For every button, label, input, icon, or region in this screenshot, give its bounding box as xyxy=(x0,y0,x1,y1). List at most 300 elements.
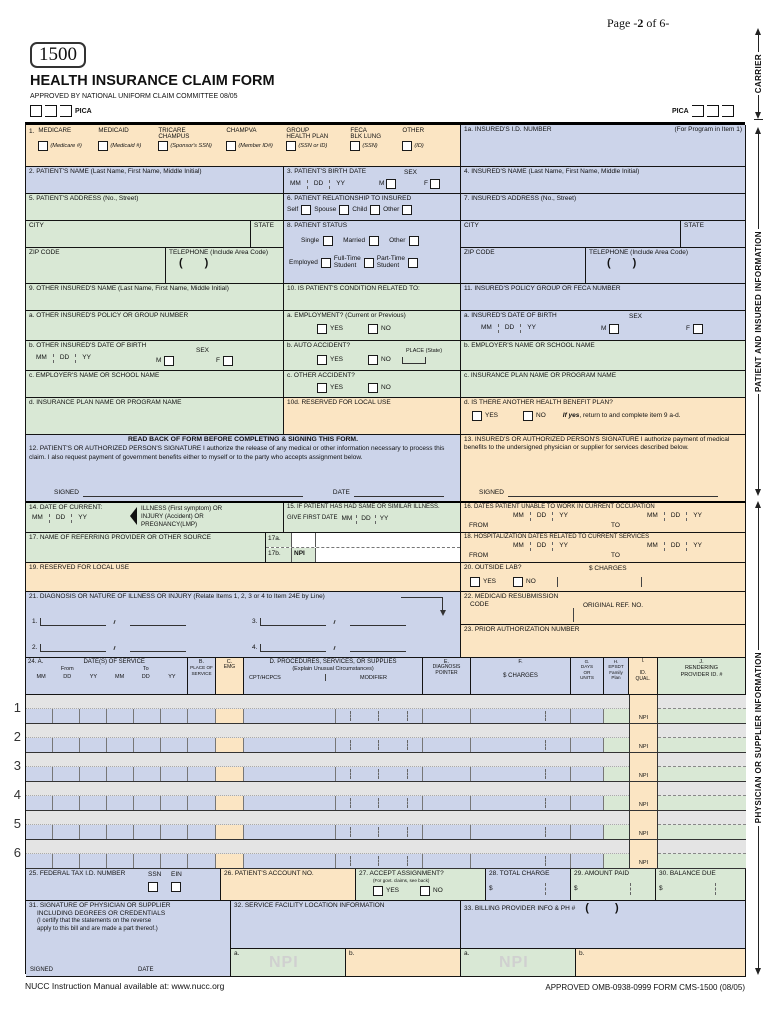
cb-rel-other[interactable] xyxy=(402,205,412,215)
field-15-similar-illness[interactable] xyxy=(284,503,461,533)
rendering-provider-lower[interactable] xyxy=(658,796,746,810)
rendering-provider-lower[interactable] xyxy=(658,854,746,868)
cell-charges[interactable] xyxy=(471,709,571,723)
cell-days-units[interactable] xyxy=(571,709,604,723)
cell-emg[interactable] xyxy=(216,825,244,839)
to-label: TO xyxy=(611,552,620,559)
cell-days-units[interactable] xyxy=(571,796,604,810)
cell-id-qual-npi[interactable] xyxy=(629,695,658,723)
no-label: NO xyxy=(433,886,443,894)
dashed-divider xyxy=(49,514,50,523)
cell-from-yy[interactable] xyxy=(80,854,107,868)
field-10a-label: a. EMPLOYMENT? (Current or Previous) xyxy=(287,312,406,319)
cell-to-dd[interactable] xyxy=(134,767,161,781)
field-33a-npi[interactable] xyxy=(461,949,576,977)
cell-place-of-service[interactable] xyxy=(188,854,216,868)
col-h-title: EPSDT xyxy=(608,664,624,670)
cb-other-insurance[interactable] xyxy=(402,141,412,151)
cell-to-dd[interactable] xyxy=(134,796,161,810)
rendering-provider-upper[interactable] xyxy=(658,753,746,767)
service-row-cells xyxy=(26,738,629,752)
cell-id-qual-npi[interactable] xyxy=(629,840,658,868)
col-g-number: G. xyxy=(584,659,590,664)
cell-cpt-hcpcs[interactable] xyxy=(244,854,336,868)
col-j-header xyxy=(658,658,746,695)
cell-emg[interactable] xyxy=(216,709,244,723)
cell-to-dd[interactable] xyxy=(134,738,161,752)
rendering-provider-lower[interactable] xyxy=(658,738,746,752)
cell-diagnosis-pointer[interactable] xyxy=(423,738,471,752)
page-indicator-suffix: of 6- xyxy=(643,16,670,30)
diag-3-line2[interactable] xyxy=(350,618,406,626)
col-a-number: 24. A. xyxy=(28,659,44,665)
field-patient-city[interactable] xyxy=(26,221,251,248)
cell-days-units[interactable] xyxy=(571,767,604,781)
field-29-amount-paid[interactable] xyxy=(571,869,656,901)
cents-divider xyxy=(630,883,631,895)
cell-charges[interactable] xyxy=(471,738,571,752)
cell-from-mm[interactable] xyxy=(26,854,53,868)
field-11a-insured-birth[interactable] xyxy=(461,311,746,341)
cell-charges[interactable] xyxy=(471,825,571,839)
cell-epsdt[interactable] xyxy=(604,767,629,781)
cell-epsdt[interactable] xyxy=(604,709,629,723)
field-5-label: 5. PATIENT'S ADDRESS (No., Street) xyxy=(29,195,139,202)
diagnosis-3 xyxy=(252,618,406,626)
cell-to-yy[interactable] xyxy=(161,854,188,868)
cell-id-qual-npi[interactable] xyxy=(629,724,658,752)
supplemental-info-area[interactable] xyxy=(26,782,629,796)
cb-ssn[interactable] xyxy=(148,882,158,892)
cell-emg[interactable] xyxy=(216,767,244,781)
cb-sex-f-11a[interactable] xyxy=(693,324,703,334)
field-2-patient-name[interactable] xyxy=(26,167,284,194)
field-patient-phone[interactable] xyxy=(166,248,284,284)
b-label: b. xyxy=(349,950,355,957)
cb-ein[interactable] xyxy=(171,882,181,892)
sex-f xyxy=(424,179,440,189)
no-label: NO xyxy=(536,412,546,420)
option-medicare xyxy=(38,128,98,151)
physician-date-line[interactable] xyxy=(158,972,218,977)
col-h-title2: Family xyxy=(609,669,623,675)
field-28-total-charge[interactable] xyxy=(486,869,571,901)
form-title: HEALTH INSURANCE CLAIM FORM xyxy=(30,73,275,89)
diag-1-line2[interactable] xyxy=(130,618,186,626)
cell-from-mm[interactable] xyxy=(26,767,53,781)
married-label: Married xyxy=(343,237,366,245)
cell-to-mm[interactable] xyxy=(107,738,134,752)
field-5-patient-address[interactable] xyxy=(26,194,284,221)
sex-label: SEX xyxy=(404,169,418,176)
yes-label: YES xyxy=(483,578,497,586)
rendering-provider-upper[interactable] xyxy=(658,840,746,854)
pica-right-box-3[interactable] xyxy=(722,105,734,117)
cell-modifier[interactable] xyxy=(336,796,423,810)
diag-4-line[interactable] xyxy=(260,644,326,652)
field-20-outside-lab xyxy=(461,563,746,592)
field-31-label3: (I certify that the statements on the reverse xyxy=(37,918,152,925)
from-label: FROM xyxy=(469,552,489,559)
field-9b-other-birth[interactable] xyxy=(26,341,284,371)
field-insured-phone[interactable] xyxy=(586,248,746,284)
cb-medicare[interactable] xyxy=(38,141,48,151)
date-labels-from xyxy=(513,512,574,521)
field-32a-npi[interactable] xyxy=(231,949,346,977)
cell-to-dd[interactable] xyxy=(134,709,161,723)
cell-from-yy[interactable] xyxy=(80,767,107,781)
pica-left-label: PICA xyxy=(75,107,92,115)
supplemental-info-area[interactable] xyxy=(26,811,629,825)
field-14-date-current[interactable] xyxy=(26,503,284,533)
cell-epsdt[interactable] xyxy=(604,825,629,839)
cb-status-fulltime[interactable] xyxy=(364,258,374,268)
cell-place-of-service[interactable] xyxy=(188,767,216,781)
field-9a-other-policy[interactable] xyxy=(26,311,284,341)
place-state-line[interactable] xyxy=(402,357,426,364)
cell-from-yy[interactable] xyxy=(80,825,107,839)
cb-status-married[interactable] xyxy=(369,236,379,246)
cb-20-yes[interactable] xyxy=(470,577,480,587)
rendering-provider-upper[interactable] xyxy=(658,724,746,738)
diag-3-line[interactable] xyxy=(260,618,326,626)
supplemental-info-area[interactable] xyxy=(26,753,629,767)
cb-rel-spouse[interactable] xyxy=(339,205,349,215)
cell-modifier[interactable] xyxy=(336,709,423,723)
option-other xyxy=(402,128,440,151)
carrier-sidebar xyxy=(749,28,767,120)
field-9-label: 9. OTHER INSURED'S NAME (Last Name, First Name, Middle Initial) xyxy=(29,285,229,292)
field-10a-employment xyxy=(284,311,461,341)
cell-emg[interactable] xyxy=(216,854,244,868)
cell-cpt-hcpcs[interactable] xyxy=(244,767,336,781)
pica-left-box-1[interactable] xyxy=(30,105,42,117)
cb-feca[interactable] xyxy=(350,141,360,151)
supplemental-info-area[interactable] xyxy=(26,695,629,709)
cell-days-units[interactable] xyxy=(571,854,604,868)
cb-sex-f-9b[interactable] xyxy=(223,356,233,366)
telephone-label: TELEPHONE (Include Area Code) xyxy=(589,249,688,256)
cell-to-mm[interactable] xyxy=(107,767,134,781)
cell-charges[interactable] xyxy=(471,854,571,868)
cell-from-mm[interactable] xyxy=(26,825,53,839)
rendering-provider-upper[interactable] xyxy=(658,695,746,709)
diag-4-line2[interactable] xyxy=(350,644,406,652)
injury-option: INJURY (Accident) OR xyxy=(141,513,204,521)
state-label: STATE xyxy=(254,222,274,229)
field-11-policy-group[interactable] xyxy=(461,284,746,311)
cell-from-yy[interactable] xyxy=(80,709,107,723)
cell-diagnosis-pointer[interactable] xyxy=(423,767,471,781)
cell-from-mm[interactable] xyxy=(26,709,53,723)
field-insured-state[interactable] xyxy=(681,221,746,248)
ssn-label: SSN xyxy=(148,871,162,878)
cell-cpt-hcpcs[interactable] xyxy=(244,796,336,810)
pica-right-label: PICA xyxy=(672,107,689,115)
cell-charges[interactable] xyxy=(471,796,571,810)
cb-rel-self[interactable] xyxy=(301,205,311,215)
rendering-provider-upper[interactable] xyxy=(658,782,746,796)
cell-days-units[interactable] xyxy=(571,825,604,839)
service-row-1 xyxy=(13,695,746,724)
cell-id-qual-npi[interactable] xyxy=(629,811,658,839)
cb-10c-yes[interactable] xyxy=(317,383,327,393)
cb-10a-no[interactable] xyxy=(368,324,378,334)
cell-modifier[interactable] xyxy=(336,767,423,781)
supplemental-info-area[interactable] xyxy=(26,724,629,738)
cb-10b-no[interactable] xyxy=(368,355,378,365)
cb-10b-yes[interactable] xyxy=(317,355,327,365)
col-h-header xyxy=(604,658,629,695)
field-9c-employer[interactable] xyxy=(26,371,284,398)
option-feca xyxy=(350,128,402,151)
cell-from-yy[interactable] xyxy=(80,738,107,752)
cell-from-yy[interactable] xyxy=(80,796,107,810)
service-row-4 xyxy=(13,782,746,811)
cell-cpt-hcpcs[interactable] xyxy=(244,825,336,839)
date-label: DATE xyxy=(138,967,154,973)
modifier-divider xyxy=(350,827,351,837)
field-28-label: 28. TOTAL CHARGE xyxy=(489,870,550,877)
cb-sex-m-9b[interactable] xyxy=(164,356,174,366)
dashed-divider xyxy=(71,514,72,523)
dashed-divider xyxy=(75,354,76,363)
cell-place-of-service[interactable] xyxy=(188,825,216,839)
field-33-billing-provider[interactable] xyxy=(461,901,746,949)
rendering-provider-lower[interactable] xyxy=(658,825,746,839)
cell-to-yy[interactable] xyxy=(161,709,188,723)
dollar-sign: $ xyxy=(489,885,493,893)
date-labels xyxy=(481,324,542,333)
insured-signature-line[interactable] xyxy=(508,490,718,497)
field-2-label: 2. PATIENT'S NAME (Last Name, First Name, Middle Initial) xyxy=(29,168,202,175)
col-g-header xyxy=(571,658,604,695)
employed-label: Employed xyxy=(289,258,318,266)
field-4-insured-name[interactable] xyxy=(461,167,746,194)
yy-label: YY xyxy=(89,674,98,681)
cb-medicaid[interactable] xyxy=(98,141,108,151)
option-label: GROUP xyxy=(286,127,310,134)
cb-sex-f-3[interactable] xyxy=(430,179,440,189)
cell-epsdt[interactable] xyxy=(604,796,629,810)
physician-supplier-label: PHYSICIAN OR SUPPLIER INFORMATION xyxy=(753,652,763,824)
pica-right-box-1[interactable] xyxy=(692,105,704,117)
field-32b[interactable] xyxy=(346,949,461,977)
arrow-line xyxy=(758,826,759,968)
diag-2-line2[interactable] xyxy=(130,644,186,652)
cell-days-units[interactable] xyxy=(571,738,604,752)
cell-from-mm[interactable] xyxy=(26,796,53,810)
field-11b-employer[interactable] xyxy=(461,341,746,371)
field-10-condition-related xyxy=(284,284,461,311)
col-i-header xyxy=(629,658,658,695)
cb-20-no[interactable] xyxy=(513,577,523,587)
patient-signature-date-line[interactable] xyxy=(354,490,444,497)
cell-from-dd[interactable] xyxy=(53,709,80,723)
cell-place-of-service[interactable] xyxy=(188,738,216,752)
col-i-title: ID. xyxy=(639,669,647,676)
cb-status-other[interactable] xyxy=(409,236,419,246)
field-10d-local-use[interactable] xyxy=(284,398,461,435)
pica-left-box-2[interactable] xyxy=(45,105,57,117)
dd-label: DD xyxy=(55,514,66,522)
field-7-label: 7. INSURED'S ADDRESS (No., Street) xyxy=(464,195,577,202)
field-25-federal-tax-id[interactable] xyxy=(26,869,221,901)
to-label: To xyxy=(142,665,149,672)
telephone-label: TELEPHONE (Include Area Code) xyxy=(169,249,268,256)
date-labels xyxy=(290,180,351,189)
cb-11d-yes[interactable] xyxy=(472,411,482,421)
cb-status-employed[interactable] xyxy=(321,258,331,268)
yes-label: YES xyxy=(330,384,344,392)
cell-to-yy[interactable] xyxy=(161,796,188,810)
field-26-patient-account[interactable] xyxy=(221,869,356,901)
field-9d-insurance-plan[interactable] xyxy=(26,398,284,435)
modifier-divider xyxy=(407,856,408,866)
field-patient-state[interactable] xyxy=(251,221,284,248)
cb-champva[interactable] xyxy=(226,141,236,151)
no-label: NO xyxy=(526,578,536,586)
field-insured-zip[interactable] xyxy=(461,248,586,284)
field-32-service-facility[interactable] xyxy=(231,901,461,949)
cell-emg[interactable] xyxy=(216,738,244,752)
cell-from-dd[interactable] xyxy=(53,825,80,839)
cell-to-yy[interactable] xyxy=(161,767,188,781)
physician-signature-line[interactable] xyxy=(56,972,126,977)
cb-group-health[interactable] xyxy=(286,141,296,151)
cb-status-parttime[interactable] xyxy=(408,258,418,268)
supplemental-info-area[interactable] xyxy=(26,840,629,854)
field-insured-city[interactable] xyxy=(461,221,681,248)
field-33b[interactable] xyxy=(576,949,746,977)
field-19-local-use[interactable] xyxy=(26,563,461,592)
cb-11d-no[interactable] xyxy=(523,411,533,421)
rendering-provider-lower[interactable] xyxy=(658,709,746,723)
service-row-left xyxy=(26,695,629,723)
signature-row xyxy=(479,489,718,497)
cell-to-mm[interactable] xyxy=(107,796,134,810)
yy-label: YY xyxy=(168,674,176,681)
field-11c-insurance-plan[interactable] xyxy=(461,371,746,398)
cb-10a-yes[interactable] xyxy=(317,324,327,334)
field-11c-label: c. INSURANCE PLAN NAME OR PROGRAM NAME xyxy=(464,372,617,379)
field-17a-qualifier[interactable] xyxy=(292,533,316,547)
pica-right-box-2[interactable] xyxy=(707,105,719,117)
dd-label: DD xyxy=(670,512,681,520)
pica-left-box-3[interactable] xyxy=(60,105,72,117)
field-1a-insured-id[interactable] xyxy=(461,125,746,167)
field-9-other-insured-name[interactable] xyxy=(26,284,284,311)
rendering-provider-upper[interactable] xyxy=(658,811,746,825)
cell-emg[interactable] xyxy=(216,796,244,810)
cell-place-of-service[interactable] xyxy=(188,796,216,810)
cell-to-mm[interactable] xyxy=(107,709,134,723)
field-16-unable-to-work[interactable] xyxy=(461,503,746,533)
field-17ab xyxy=(266,533,461,563)
dd-label: DD xyxy=(504,324,515,332)
cb-27-no[interactable] xyxy=(420,886,430,896)
cell-id-qual-npi[interactable] xyxy=(629,753,658,781)
cell-diagnosis-pointer[interactable] xyxy=(423,825,471,839)
cell-modifier[interactable] xyxy=(336,854,423,868)
cell-cpt-hcpcs[interactable] xyxy=(244,709,336,723)
left-paren: ( xyxy=(607,257,611,270)
cell-from-dd[interactable] xyxy=(53,796,80,810)
cell-to-dd[interactable] xyxy=(134,825,161,839)
rendering-provider-lower[interactable] xyxy=(658,767,746,781)
col-f-number: F. xyxy=(518,659,523,665)
cell-epsdt[interactable] xyxy=(604,854,629,868)
mm-label: MM xyxy=(341,514,353,522)
cell-diagnosis-pointer[interactable] xyxy=(423,854,471,868)
cb-rel-child[interactable] xyxy=(370,205,380,215)
charges-divider xyxy=(557,577,558,587)
diag-2-line[interactable] xyxy=(40,644,106,652)
m-label: M xyxy=(601,324,607,332)
field-23-prior-auth[interactable] xyxy=(461,625,746,658)
cell-from-dd[interactable] xyxy=(53,738,80,752)
cell-from-dd[interactable] xyxy=(53,854,80,868)
cb-27-yes[interactable] xyxy=(373,886,383,896)
cell-diagnosis-pointer[interactable] xyxy=(423,709,471,723)
field-18-hospitalization[interactable] xyxy=(461,533,746,563)
service-row-left xyxy=(26,840,629,868)
cb-sex-m-3[interactable] xyxy=(386,179,396,189)
dashed-divider xyxy=(53,354,54,363)
cell-rendering-provider xyxy=(658,782,746,810)
diag-1-line[interactable] xyxy=(40,618,106,626)
cell-to-mm[interactable] xyxy=(107,825,134,839)
cell-to-yy[interactable] xyxy=(161,825,188,839)
field-7-insured-address[interactable] xyxy=(461,194,746,221)
cell-from-dd[interactable] xyxy=(53,767,80,781)
cell-cpt-hcpcs[interactable] xyxy=(244,738,336,752)
signed-label: SIGNED xyxy=(54,489,79,496)
field-22-medicaid-resubmission[interactable] xyxy=(461,592,746,625)
parttime-label2: Student xyxy=(376,261,400,269)
cb-sex-m-11a[interactable] xyxy=(609,324,619,334)
cell-to-mm[interactable] xyxy=(107,854,134,868)
cell-id-qual-npi[interactable] xyxy=(629,782,658,810)
cb-10c-no[interactable] xyxy=(368,383,378,393)
service-row-cells xyxy=(26,709,629,723)
field-18-label: 18. HOSPITALIZATION DATES RELATED TO CURRENT SERVICES xyxy=(464,534,650,540)
cell-modifier[interactable] xyxy=(336,825,423,839)
signature-row xyxy=(54,489,444,497)
cell-from-mm[interactable] xyxy=(26,738,53,752)
npi-label: NPI xyxy=(292,548,316,562)
cell-diagnosis-pointer[interactable] xyxy=(423,796,471,810)
cell-to-dd[interactable] xyxy=(134,854,161,868)
field-patient-zip[interactable] xyxy=(26,248,166,284)
field-33-label: 33. BILLING PROVIDER INFO & PH # xyxy=(464,904,576,912)
cell-to-yy[interactable] xyxy=(161,738,188,752)
col-a-title: DATE(S) OF SERVICE xyxy=(83,659,145,665)
patient-signature-line[interactable] xyxy=(83,490,303,497)
modifier-divider xyxy=(407,798,408,808)
cell-charges[interactable] xyxy=(471,767,571,781)
cell-epsdt[interactable] xyxy=(604,738,629,752)
field-17-referring-provider[interactable] xyxy=(26,533,266,563)
cell-place-of-service[interactable] xyxy=(188,709,216,723)
field-3-birth-date[interactable] xyxy=(284,167,461,194)
cell-modifier[interactable] xyxy=(336,738,423,752)
field-30-balance-due[interactable] xyxy=(656,869,746,901)
yy-label: YY xyxy=(693,542,702,550)
cb-status-single[interactable] xyxy=(323,236,333,246)
cb-tricare[interactable] xyxy=(158,141,168,151)
left-paren: ( xyxy=(585,902,589,914)
